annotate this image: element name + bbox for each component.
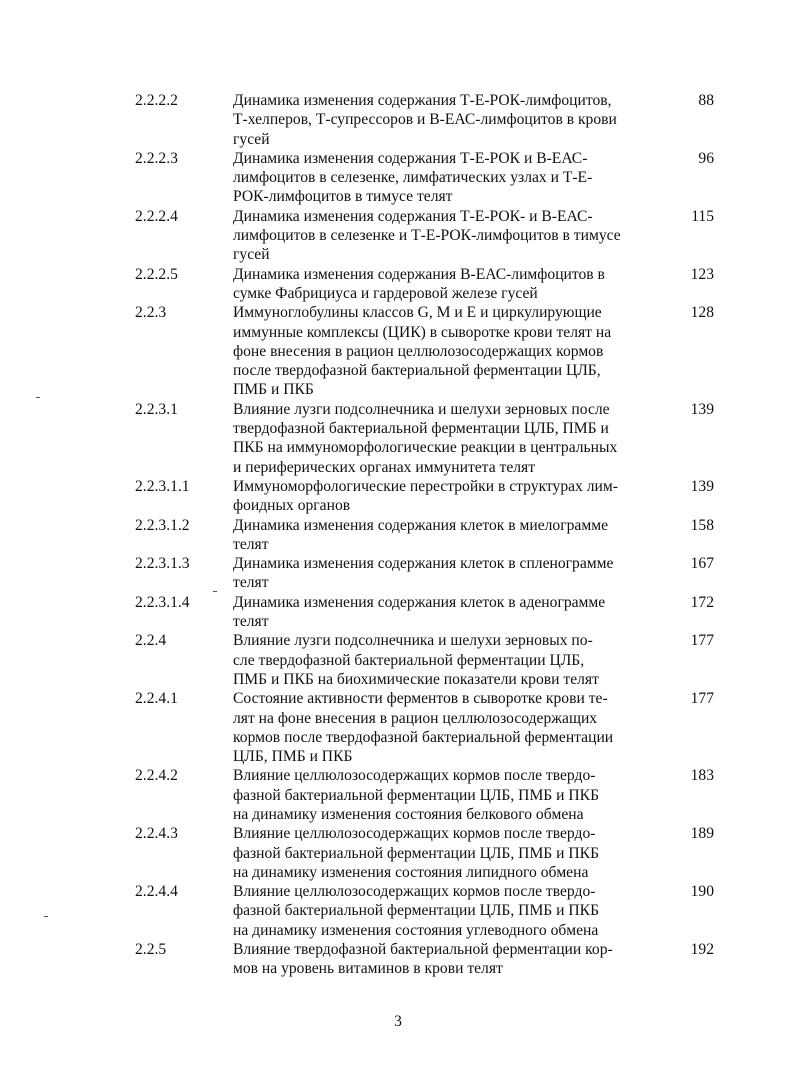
- title-line: Влияние целлюлозосодержащих кормов после твердо-: [233, 825, 596, 843]
- toc-entry: [0, 593, 796, 632]
- section-title: [233, 91, 665, 149]
- title-line: телят: [233, 535, 269, 553]
- title-line: Динамика изменения содержания клеток в аденограмме: [233, 593, 606, 611]
- title-line: фоидных органов: [233, 497, 351, 515]
- toc-entry: [0, 91, 796, 149]
- title-line: Влияние лузги подсолнечника и шелухи зерновых после: [233, 400, 610, 418]
- toc-entry: [0, 766, 796, 824]
- title-line: на динамику изменения состояния углеводного обмена: [233, 921, 599, 939]
- page-reference: 189: [690, 825, 714, 843]
- toc-entry: [0, 940, 796, 979]
- title-line: Динамика изменения содержания Т-Е-РОК- и В-ЕАС-: [233, 207, 593, 225]
- section-title: [233, 689, 665, 766]
- section-number: 2.2.3.1.1: [135, 477, 190, 495]
- section-title: [233, 882, 665, 940]
- title-line: ПМБ и ПКБ на биохимические показатели крови телят: [233, 670, 599, 688]
- section-title: [233, 303, 665, 399]
- page-reference: 172: [690, 593, 714, 611]
- page-reference: 115: [691, 207, 714, 225]
- title-line: ЦЛБ, ПМБ и ПКБ: [233, 748, 353, 766]
- toc-entry: [0, 554, 796, 593]
- title-line: телят: [233, 613, 269, 631]
- title-line: Динамика изменения содержания Т-Е-РОК и В-ЕАС-: [233, 149, 588, 167]
- section-title: [233, 400, 665, 477]
- page-reference: 177: [690, 690, 714, 708]
- toc-entry: [0, 149, 796, 207]
- page-reference: 128: [690, 304, 714, 322]
- page-reference: 190: [690, 883, 714, 901]
- section-title: [233, 516, 665, 555]
- toc-entry: [0, 631, 796, 689]
- title-line: Влияние целлюлозосодержащих кормов после твердо-: [233, 883, 596, 901]
- title-line: на динамику изменения состояния липидного обмена: [233, 863, 589, 881]
- table-of-contents: [0, 91, 796, 979]
- title-line: твердофазной бактериальной ферментации ЦЛБ, ПМБ и: [233, 420, 609, 438]
- section-number: 2.2.5: [135, 941, 167, 959]
- section-number: 2.2.4.4: [135, 883, 178, 901]
- page-number: 3: [394, 1013, 402, 1030]
- title-line: фоне внесения в рацион целлюлозосодержащих кормов: [233, 342, 604, 360]
- section-number: 2.2.3.1: [135, 400, 178, 418]
- title-line: сумке Фабрициуса и гардеровой железе гусей: [233, 284, 538, 302]
- title-line: после твердофазной бактериальной ферментации ЦЛБ,: [233, 362, 601, 380]
- section-title: [233, 631, 665, 689]
- toc-entry: [0, 303, 796, 399]
- title-line: гусей: [233, 130, 270, 148]
- title-line: Иммуноморфологические перестройки в структурах лим-: [233, 477, 618, 495]
- title-line: и периферических органах иммунитета телят: [233, 458, 536, 476]
- title-line: РОК-лимфоцитов в тимусе телят: [233, 188, 453, 206]
- title-line: Иммуноглобулины классов G, М и Е и циркулирующие: [233, 304, 602, 322]
- page-reference: 183: [690, 767, 714, 785]
- title-line: фазной бактериальной ферментации ЦЛБ, ПМБ и ПКБ: [233, 902, 600, 920]
- title-line: мов на уровень витаминов в крови телят: [233, 960, 503, 978]
- section-number: 2.2.3.1.4: [135, 593, 190, 611]
- section-number: 2.2.4.2: [135, 767, 178, 785]
- page-reference: 158: [690, 516, 714, 534]
- toc-entry: [0, 824, 796, 882]
- title-line: лят на фоне внесения в рацион целлюлозосодержащих: [233, 709, 598, 727]
- page-reference: 88: [698, 92, 714, 109]
- page-reference: 123: [690, 265, 714, 283]
- section-number: 2.2.3.1.2: [135, 516, 190, 534]
- section-number: 2.2.3.1.3: [135, 555, 190, 573]
- section-title: [233, 149, 665, 207]
- section-title: [233, 477, 665, 516]
- title-line: на динамику изменения состояния белкового обмена: [233, 805, 584, 823]
- section-number: 2.2.2.4: [135, 207, 178, 225]
- title-line: Динамика изменения содержания Т-Е-РОК-лимфоцитов,: [233, 92, 612, 109]
- title-line: фазной бактериальной ферментации ЦЛБ, ПМБ и ПКБ: [233, 844, 600, 862]
- title-line: ПМБ и ПКБ: [233, 381, 314, 399]
- title-line: Динамика изменения содержания В-ЕАС-лимфоцитов в: [233, 265, 605, 283]
- toc-entry: [0, 265, 796, 304]
- toc-entry: [0, 689, 796, 766]
- title-line: Состояние активности ферментов в сыворотке крови те-: [233, 690, 608, 708]
- section-title: [233, 593, 665, 632]
- section-number: 2.2.2.3: [135, 149, 178, 167]
- title-line: телят: [233, 574, 269, 592]
- toc-entry: [0, 207, 796, 265]
- section-title: [233, 265, 665, 304]
- title-line: гусей: [233, 246, 270, 264]
- section-title: [233, 554, 665, 593]
- title-line: лимфоцитов в селезенке, лимфатических узлах и Т-Е-: [233, 169, 593, 187]
- page-reference: 177: [690, 632, 714, 650]
- title-line: Динамика изменения содержания клеток в спленограмме: [233, 555, 614, 573]
- section-title: [233, 207, 665, 265]
- page-reference: 139: [690, 400, 714, 418]
- title-line: лимфоцитов в селезенке и Т-Е-РОК-лимфоцитов в тимусе: [233, 227, 621, 245]
- section-number: 2.2.4.1: [135, 690, 178, 708]
- toc-entry: [0, 882, 796, 940]
- section-title: [233, 940, 665, 979]
- page-reference: 96: [698, 149, 714, 167]
- title-line: Влияние твердофазной бактериальной ферментации кор-: [233, 941, 613, 959]
- page-reference: 139: [690, 477, 714, 495]
- toc-entry: [0, 477, 796, 516]
- toc-entry: [0, 516, 796, 555]
- title-line: Влияние лузги подсолнечника и шелухи зерновых по-: [233, 632, 593, 650]
- page-reference: 167: [690, 555, 714, 573]
- toc-entry: [0, 400, 796, 477]
- section-title: [233, 766, 665, 824]
- title-line: сле твердофазной бактериальной ферментации ЦЛБ,: [233, 651, 585, 669]
- title-line: кормов после твердофазной бактериальной ферментации: [233, 728, 614, 746]
- title-line: Динамика изменения содержания клеток в миелограмме: [233, 516, 609, 534]
- page-reference: 192: [690, 941, 714, 959]
- section-title: [233, 824, 665, 882]
- section-number: 2.2.4: [135, 632, 167, 650]
- title-line: иммунные комплексы (ЦИК) в сыворотке крови телят на: [233, 323, 612, 341]
- title-line: ПКБ на иммуноморфологические реакции в центральных: [233, 439, 618, 457]
- section-number: 2.2.3: [135, 304, 167, 322]
- section-number: 2.2.2.5: [135, 265, 178, 283]
- title-line: Т-хелперов, Т-супрессоров и В-ЕАС-лимфоцитов в крови: [233, 111, 617, 129]
- title-line: фазной бактериальной ферментации ЦЛБ, ПМБ и ПКБ: [233, 786, 600, 804]
- title-line: Влияние целлюлозосодержащих кормов после твердо-: [233, 767, 596, 785]
- section-number: 2.2.4.3: [135, 825, 178, 843]
- section-number: 2.2.2.2: [135, 92, 178, 109]
